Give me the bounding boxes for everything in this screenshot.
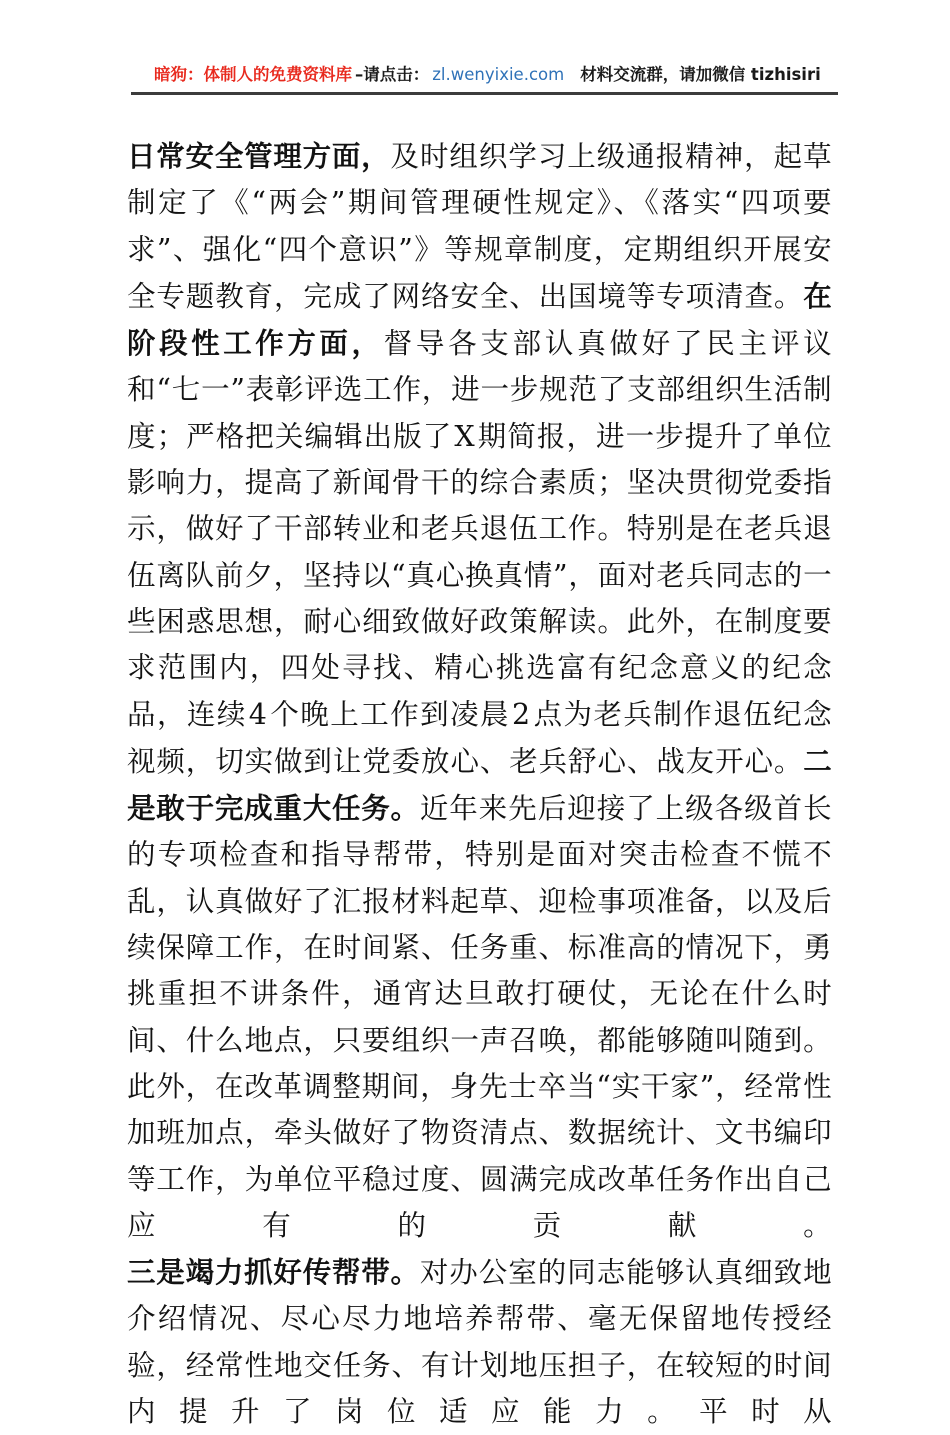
promo-site-link[interactable]: zl.wenyixie.com bbox=[432, 64, 565, 84]
paragraph-4-body: 对办公室的同志能够认真细致地介绍情况、尽心尽力地培养帮带、毫无保留地传授经验，经常性地交任务、有计划地压担子，在较短的时间内提升了岗位适应能力。平时从 bbox=[127, 1256, 832, 1429]
paragraph-2-body-d: 点为老兵制作退伍纪念视频，切实做到让党委放心、老兵舒心、战友开心。 bbox=[127, 697, 832, 778]
paragraph-4-lead: 三是竭力抓好传帮带。 bbox=[127, 1255, 420, 1290]
paragraph-3-lead: 二是敢于完成重大任务。 bbox=[127, 743, 832, 826]
paragraph-2-body-a: 督导各支部认真做好了民主评议和“七一”表彰评选工作，进一步规范了支部组织生活制度；严格把关编辑出版了 bbox=[127, 327, 832, 453]
paragraph-mentoring bbox=[127, 1249, 832, 1435]
paragraph-2-body-c: 个晚上工作到凌晨 bbox=[269, 697, 510, 731]
promo-wechat-note: 材料交流群，请加微信 tizhisiri bbox=[580, 64, 821, 84]
paragraph-2-number-nights: 4 bbox=[248, 697, 268, 731]
promo-header-banner bbox=[0, 58, 950, 92]
paragraph-1-body: 及时组织学习上级通报精神，起草制定了《“两会”期间管理硬性规定》、《落实“四项要求”、强化“四个意识”》等规章制度，定期组织开展安全专题教育，完成了网络安全、出国境等专项清查。 bbox=[127, 140, 832, 313]
paragraph-2-number-hour: 2 bbox=[511, 697, 531, 731]
paragraph-2-body-b: 期简报，进一步提升了单位影响力，提高了新闻骨干的综合素质；坚决贯彻党委指示，做好了干部转业和老兵退伍工作。特别是在老兵退伍离队前夕，坚持以“真心换真情”，面对老兵同志的一些困惑思想，耐心细致做好政策解读。此外，在制度要求范围内，四处寻找、精心挑选富有纪念意义的纪念品，连续 bbox=[127, 419, 832, 731]
paragraph-3-body: 近年来先后迎接了上级各级首长的专项检查和指导帮带，特别是面对突击检查不慌不乱，认真做好了汇报材料起草、迎检事项准备，以及后续保障工作，在时间紧、任务重、标准高的情况下，勇挑重担不讲条件，通宵达旦敢打硬仗，无论在什么时间、什么地点，只要组织一声召唤，都能够随叫随到。此外，在改革调整期间，身先士卒当“实干家”，经常性加班加点，牵头做好了物资清点、数据统计、文书编印等工作，为单位平稳过度、圆满完成改革任务作出自己应有的贡献。 bbox=[127, 792, 832, 1242]
promo-click-prompt: –请点击： bbox=[355, 64, 430, 84]
paragraph-1-lead: 日常安全管理方面， bbox=[127, 139, 391, 173]
header-divider-rule bbox=[131, 92, 838, 95]
promo-site-name: 暗狗：体制人的免费资料库 bbox=[154, 64, 352, 84]
document-text-body bbox=[127, 133, 832, 1435]
paragraph-2-lead: 在阶段性工作方面， bbox=[127, 278, 832, 361]
paragraph-2-number-x: X bbox=[454, 419, 476, 453]
paragraph-daily-safety bbox=[127, 133, 832, 1249]
